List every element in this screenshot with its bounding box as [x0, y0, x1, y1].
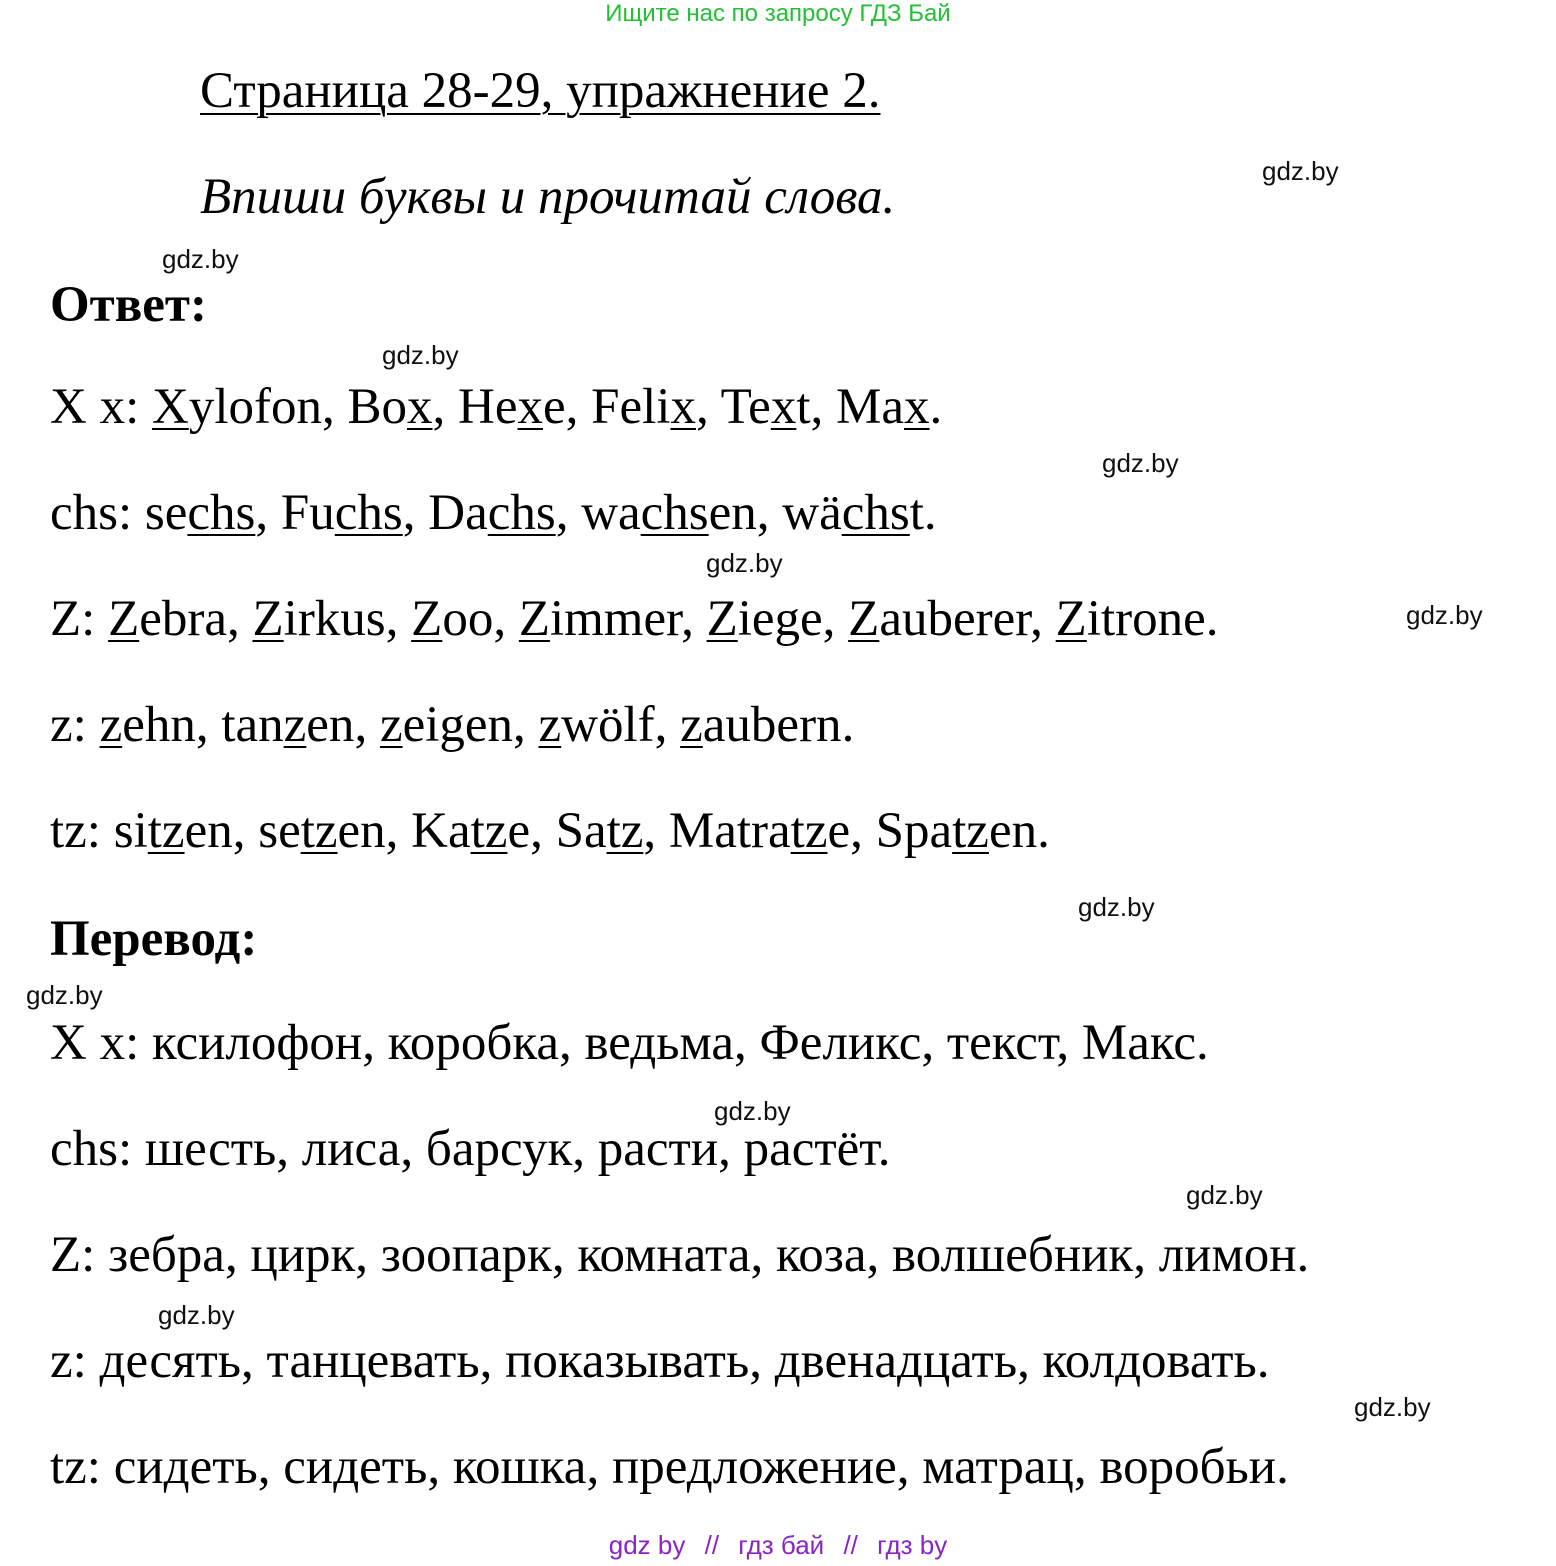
word-part: itrone	[1086, 591, 1206, 647]
answer-line-x: X x: Xylofon, Box, Hexe, Felix, Text, Max.	[50, 379, 943, 435]
answer-word	[100, 697, 196, 753]
inserted-letters: tz	[300, 803, 338, 859]
word-part: Da	[428, 485, 488, 541]
answer-word	[253, 591, 386, 647]
answer-word	[108, 591, 227, 647]
exercise-instruction: Впиши буквы и прочитай слова.	[200, 169, 896, 225]
watermark: gdz.by	[714, 1096, 791, 1126]
word-part: Ma	[835, 379, 904, 435]
answer-word	[348, 379, 433, 435]
line-prefix: tz:	[50, 803, 114, 859]
answer-word	[591, 379, 696, 435]
inserted-letters: tz	[470, 803, 508, 859]
inserted-letters: Z	[411, 591, 443, 647]
translation-line-tz: tz: сидеть, сидеть, кошка, предложение, матрац, воробьи.	[50, 1439, 1289, 1495]
answer-word	[680, 697, 841, 753]
answer-word	[114, 803, 233, 859]
word-part: t	[909, 485, 924, 541]
inserted-letters: x	[407, 379, 433, 435]
watermark: gdz.by	[26, 980, 103, 1010]
word-part: t	[796, 379, 811, 435]
footer-separator: //	[843, 1530, 858, 1560]
answer-line-tz: tz: sitzen, setzen, Katze, Satz, Matratze, Spatzen.	[50, 803, 1050, 859]
inserted-letters: x	[770, 379, 797, 435]
word-part: e	[827, 803, 851, 859]
top-banner: Ищите нас по запросу ГДЗ Бай	[605, 0, 951, 27]
answer-word	[556, 803, 644, 859]
answer-line-upper-z: Z: Zebra, Zirkus, Zoo, Zimmer, Ziege, Zauberer, Zitrone.	[50, 591, 1219, 647]
inserted-letters: x	[670, 379, 696, 435]
translation-heading: Перевод:	[50, 911, 258, 967]
line-prefix: chs:	[50, 485, 145, 541]
word-part: irkus	[283, 591, 386, 647]
answer-word	[1056, 591, 1206, 647]
watermark: gdz.by	[162, 244, 239, 274]
inserted-letters: Z	[848, 591, 880, 647]
word-part: He	[458, 379, 518, 435]
answer-word	[848, 591, 1030, 647]
word-part: oo	[442, 591, 494, 647]
inserted-letters: x	[903, 379, 930, 435]
answer-word	[876, 803, 1037, 859]
answer-word	[519, 591, 681, 647]
answer-word	[221, 697, 354, 753]
inserted-letters: x	[517, 379, 543, 435]
watermark: gdz.by	[382, 340, 459, 370]
word-part: Matra	[668, 803, 791, 859]
line-prefix: z:	[50, 697, 100, 753]
word-part: iege	[737, 591, 823, 647]
inserted-letters: z	[538, 697, 562, 753]
inserted-letters: tz	[606, 803, 644, 859]
word-part: e	[543, 379, 566, 435]
answer-line-lower-z: z: zehn, tanzen, zeigen, zwölf, zaubern.	[50, 697, 855, 753]
answer-word	[836, 379, 929, 435]
answer-line-chs: chs: sechs, Fuchs, Dachs, wachsen, wächst.	[50, 485, 937, 541]
answer-word	[380, 697, 513, 753]
word-part: tan	[221, 697, 284, 753]
answer-word	[707, 591, 823, 647]
inserted-letters: z	[379, 697, 403, 753]
inserted-letters: Z	[1055, 591, 1087, 647]
answer-word	[152, 379, 322, 435]
word-part: Ka	[411, 803, 471, 859]
word-part: si	[113, 803, 148, 859]
answer-word	[782, 485, 924, 541]
inserted-letters: chs	[187, 485, 256, 541]
answer-word	[458, 379, 566, 435]
watermark: gdz.by	[706, 548, 783, 578]
watermark: gdz.by	[158, 1300, 235, 1330]
footer-item: gdz by	[608, 1530, 686, 1560]
inserted-letters: z	[99, 697, 123, 753]
translation-line-lower-z: z: десять, танцевать, показывать, двенадцать, колдовать.	[50, 1333, 1270, 1389]
page-title: Страница 28-29, упражнение 2.	[200, 63, 881, 119]
word-part: Fu	[280, 485, 335, 541]
word-part: en	[306, 697, 355, 753]
answer-word	[145, 485, 255, 541]
word-part: en	[184, 803, 233, 859]
footer-item: гдз by	[877, 1530, 948, 1560]
footer-separator: //	[704, 1530, 720, 1560]
word-part: auberer	[879, 591, 1031, 647]
answer-word	[281, 485, 403, 541]
word-part: Bo	[347, 379, 408, 435]
word-part: aubern	[702, 697, 842, 753]
watermark: gdz.by	[1186, 1180, 1263, 1210]
footer	[0, 1530, 1556, 1561]
word-part: ebra	[139, 591, 227, 647]
word-part: eigen	[402, 697, 514, 753]
word-part: Sa	[555, 803, 607, 859]
inserted-letters: Z	[108, 591, 140, 647]
word-part: Te	[720, 379, 771, 435]
inserted-letters: chs	[487, 485, 556, 541]
word-part: en	[337, 803, 386, 859]
inserted-letters: chs	[841, 485, 910, 541]
word-part: ylofon	[188, 379, 322, 435]
word-part: immer	[549, 591, 682, 647]
inserted-letters: Z	[518, 591, 550, 647]
translation-line-chs: chs: шесть, лиса, барсук, расти, растёт.	[50, 1121, 891, 1177]
inserted-letters: Z	[252, 591, 284, 647]
word-part: ehn	[122, 697, 196, 753]
answer-word	[411, 591, 493, 647]
word-part: wölf	[561, 697, 655, 753]
translation-line-x: X x: ксилофон, коробка, ведьма, Феликс, текст, Макс.	[50, 1015, 1209, 1071]
word-part: wa	[581, 485, 641, 541]
answer-heading: Ответ:	[50, 277, 207, 333]
word-part: wä	[782, 485, 842, 541]
word-part: en	[988, 803, 1038, 859]
inserted-letters: Z	[706, 591, 738, 647]
answer-word	[428, 485, 555, 541]
answer-word	[258, 803, 385, 859]
watermark: gdz.by	[1354, 1392, 1431, 1422]
inserted-letters: z	[283, 697, 307, 753]
word-part: Feli	[591, 379, 671, 435]
translation-line-upper-z: Z: зебра, цирк, зоопарк, комната, коза, волшебник, лимон.	[50, 1227, 1310, 1283]
answer-word	[411, 803, 530, 859]
inserted-letters: tz	[952, 803, 989, 859]
watermark: gdz.by	[1262, 156, 1339, 186]
watermark: gdz.by	[1078, 892, 1155, 922]
answer-word	[669, 803, 850, 859]
word-part: se	[144, 485, 188, 541]
inserted-letters: chs	[640, 485, 709, 541]
answer-word	[581, 485, 757, 541]
inserted-letters: z	[680, 697, 703, 753]
answer-word	[539, 697, 655, 753]
footer-item: гдз бай	[738, 1530, 825, 1560]
inserted-letters: chs	[334, 485, 403, 541]
word-part: en	[708, 485, 757, 541]
watermark: gdz.by	[1406, 600, 1483, 630]
word-part: Spa	[875, 803, 953, 859]
line-prefix: X x:	[50, 379, 152, 435]
inserted-letters: tz	[790, 803, 828, 859]
watermark: gdz.by	[1102, 448, 1179, 478]
inserted-letters: X	[152, 379, 189, 435]
word-part: e	[507, 803, 531, 859]
line-prefix: Z:	[50, 591, 109, 647]
inserted-letters: tz	[147, 803, 185, 859]
word-part: se	[258, 803, 301, 859]
answer-word	[721, 379, 811, 435]
